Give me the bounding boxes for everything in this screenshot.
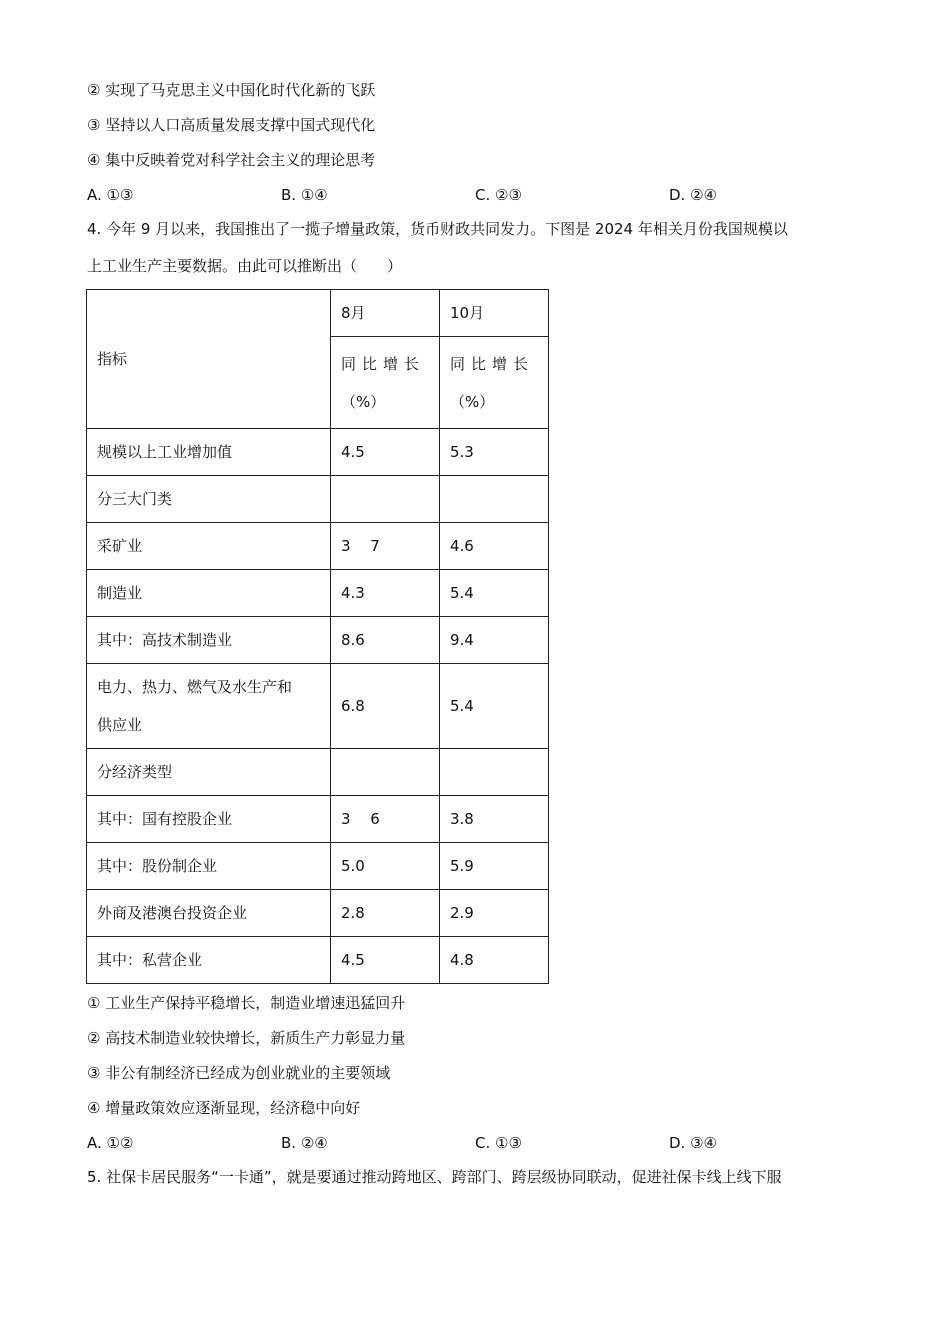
q4-statement-2: ② 高技术制造业较快增长，新质生产力彰显力量 xyxy=(87,1029,406,1047)
table-row: 规模以上工业增加值 4.5 5.3 xyxy=(87,429,549,476)
q3-statement-4: ④ 集中反映着党对科学社会主义的理论思考 xyxy=(87,151,376,169)
table-row: 其中：私营企业 4.5 4.8 xyxy=(87,937,549,984)
table-row: 其中：股份制企业 5.0 5.9 xyxy=(87,843,549,890)
q4-statement-1: ① 工业生产保持平稳增长，制造业增速迅猛回升 xyxy=(87,994,406,1012)
q4-stem-line2: 上工业生产主要数据。由此可以推断出（ ） xyxy=(87,257,403,275)
q3-statement-3: ③ 坚持以人口高质量发展支撑中国式现代化 xyxy=(87,116,376,134)
growth-header-aug: 同比增长 （%） xyxy=(331,337,440,429)
q4-option-c: C. ①③ xyxy=(475,1134,522,1152)
table-row: 分经济类型 xyxy=(87,749,549,796)
q3-option-c: C. ②③ xyxy=(475,186,522,204)
table-row: 外商及港澳台投资企业 2.8 2.9 xyxy=(87,890,549,937)
q3-option-d: D. ②④ xyxy=(669,186,717,204)
table-row: 电力、热力、燃气及水生产和 供应业 6.8 5.4 xyxy=(87,664,549,749)
table-row: 采矿业 3 7 4.6 xyxy=(87,523,549,570)
q4-option-d: D. ③④ xyxy=(669,1134,717,1152)
indicator-header: 指标 xyxy=(87,290,331,429)
q4-statement-3: ③ 非公有制经济已经成为创业就业的主要领域 xyxy=(87,1064,391,1082)
table-row: 其中：国有控股企业 3 6 3.8 xyxy=(87,796,549,843)
q3-option-b: B. ①④ xyxy=(281,186,328,204)
q4-statement-4: ④ 增量政策效应逐渐显现，经济稳中向好 xyxy=(87,1099,361,1117)
growth-header-oct: 同比增长 （%） xyxy=(440,337,549,429)
q4-stem-line1: 4. 今年 9 月以来，我国推出了一揽子增量政策，货币财政共同发力。下图是 2024 年相关月份我国规模以 xyxy=(87,220,788,238)
industry-data-table xyxy=(86,289,549,984)
q4-option-a: A. ①② xyxy=(87,1134,134,1152)
month-aug-header: 8月 xyxy=(331,290,440,337)
q3-option-a: A. ①③ xyxy=(87,186,134,204)
table-row: 制造业 4.3 5.4 xyxy=(87,570,549,617)
table-row: 分三大门类 xyxy=(87,476,549,523)
q4-option-b: B. ②④ xyxy=(281,1134,328,1152)
month-oct-header: 10月 xyxy=(440,290,549,337)
q5-stem-line1: 5. 社保卡居民服务“一卡通”，就是要通过推动跨地区、跨部门、跨层级协同联动，促进社保卡线上线下服 xyxy=(87,1168,782,1186)
q3-statement-2: ② 实现了马克思主义中国化时代化新的飞跃 xyxy=(87,81,376,99)
table-row: 其中：高技术制造业 8.6 9.4 xyxy=(87,617,549,664)
